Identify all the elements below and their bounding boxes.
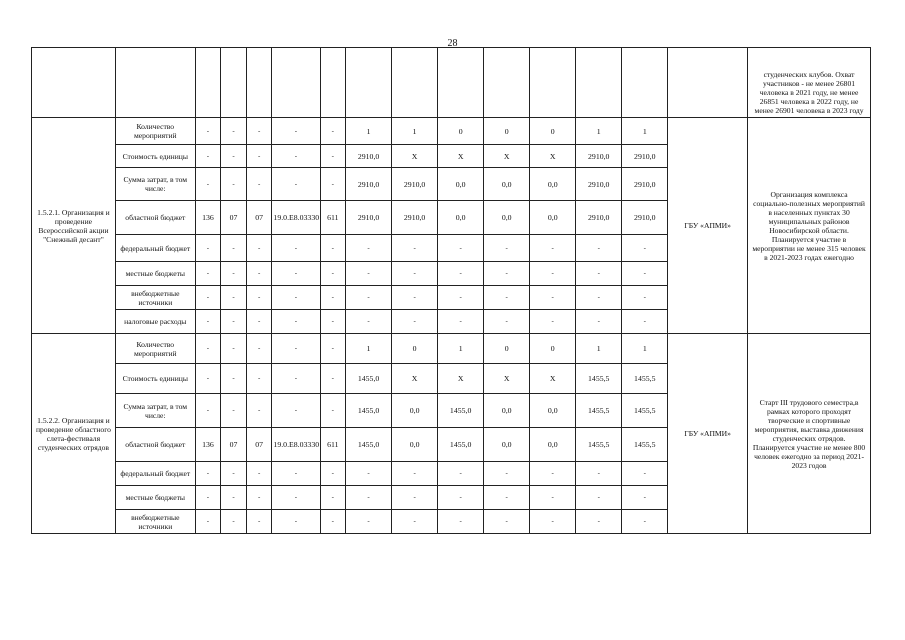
value-cell: - xyxy=(438,286,484,310)
value-cell: - xyxy=(530,310,576,334)
value-cell: 0,0 xyxy=(438,201,484,235)
empty-cell xyxy=(392,48,438,118)
value-cell: X xyxy=(484,145,530,168)
event-name: 1.5.2.2. Организация и проведение областного слета-фестиваля студенческих отрядов xyxy=(32,334,116,534)
value-cell: - xyxy=(576,262,622,286)
value-cell: 0,0 xyxy=(392,394,438,428)
value-cell: X xyxy=(438,364,484,394)
value-cell: - xyxy=(272,118,320,145)
value-cell: - xyxy=(272,486,320,510)
row-label: федеральный бюджет xyxy=(115,462,195,486)
value-cell: - xyxy=(272,334,320,364)
value-cell: - xyxy=(622,510,668,534)
value-cell: - xyxy=(246,168,272,201)
value-cell: - xyxy=(195,334,221,364)
empty-cell xyxy=(668,48,748,118)
value-cell: - xyxy=(272,310,320,334)
value-cell: 07 xyxy=(221,428,247,462)
empty-cell xyxy=(272,48,320,118)
value-cell: - xyxy=(246,118,272,145)
value-cell: 2910,0 xyxy=(346,201,392,235)
value-cell: 1455,5 xyxy=(576,428,622,462)
value-cell: - xyxy=(392,310,438,334)
value-cell: - xyxy=(622,262,668,286)
value-cell: - xyxy=(320,118,346,145)
row-label: Количество мероприятий xyxy=(115,118,195,145)
value-cell: - xyxy=(320,462,346,486)
value-cell: - xyxy=(195,168,221,201)
empty-cell xyxy=(438,48,484,118)
value-cell: 2910,0 xyxy=(622,201,668,235)
value-cell: 611 xyxy=(320,201,346,235)
value-cell: - xyxy=(346,486,392,510)
value-cell: 1455,5 xyxy=(576,394,622,428)
empty-cell xyxy=(32,48,116,118)
table-row xyxy=(32,334,871,364)
value-cell: - xyxy=(195,310,221,334)
value-cell: 1455,0 xyxy=(346,394,392,428)
value-cell: - xyxy=(246,462,272,486)
value-cell: - xyxy=(622,486,668,510)
value-cell: - xyxy=(320,145,346,168)
value-cell: - xyxy=(346,462,392,486)
budget-table xyxy=(31,47,871,534)
value-cell: 1455,5 xyxy=(622,394,668,428)
value-cell: - xyxy=(484,235,530,262)
value-cell: 1455,0 xyxy=(438,394,484,428)
value-cell: - xyxy=(272,235,320,262)
value-cell: 2910,0 xyxy=(576,145,622,168)
value-cell: 1 xyxy=(438,334,484,364)
value-cell: 1 xyxy=(576,334,622,364)
empty-cell xyxy=(346,48,392,118)
value-cell: - xyxy=(622,286,668,310)
value-cell: - xyxy=(221,168,247,201)
value-cell: - xyxy=(320,286,346,310)
value-cell: 0 xyxy=(392,334,438,364)
value-cell: - xyxy=(221,118,247,145)
value-cell: - xyxy=(272,364,320,394)
value-cell: - xyxy=(530,510,576,534)
value-cell: 0,0 xyxy=(484,428,530,462)
empty-cell xyxy=(115,48,195,118)
value-cell: - xyxy=(622,310,668,334)
value-cell: 0,0 xyxy=(530,394,576,428)
value-cell: - xyxy=(346,310,392,334)
value-cell: - xyxy=(221,310,247,334)
value-cell: - xyxy=(484,262,530,286)
value-cell: - xyxy=(320,334,346,364)
row-label: местные бюджеты xyxy=(115,486,195,510)
value-cell: - xyxy=(246,286,272,310)
value-cell: X xyxy=(438,145,484,168)
value-cell: 1 xyxy=(622,118,668,145)
value-cell: - xyxy=(272,168,320,201)
value-cell: X xyxy=(392,364,438,394)
row-label: федеральный бюджет xyxy=(115,235,195,262)
value-cell: - xyxy=(392,486,438,510)
value-cell: 0,0 xyxy=(530,168,576,201)
value-cell: 136 xyxy=(195,428,221,462)
value-cell: - xyxy=(221,364,247,394)
value-cell: - xyxy=(392,235,438,262)
value-cell: 2910,0 xyxy=(392,201,438,235)
row-label: Сумма затрат, в том числе: xyxy=(115,168,195,201)
value-cell: - xyxy=(576,235,622,262)
value-cell: - xyxy=(320,310,346,334)
value-cell: X xyxy=(530,364,576,394)
value-cell: - xyxy=(576,310,622,334)
value-cell: 1455,0 xyxy=(346,428,392,462)
value-cell: - xyxy=(272,510,320,534)
value-cell: - xyxy=(246,486,272,510)
row-label: внебюджетные источники xyxy=(115,286,195,310)
row-label: областной бюджет xyxy=(115,201,195,235)
value-cell: - xyxy=(530,262,576,286)
row-label: Количество мероприятий xyxy=(115,334,195,364)
value-cell: 0 xyxy=(484,334,530,364)
value-cell: - xyxy=(221,394,247,428)
value-cell: - xyxy=(320,262,346,286)
executor: ГБУ «АПМИ» xyxy=(668,118,748,334)
value-cell: - xyxy=(484,286,530,310)
row-label: налоговые расходы xyxy=(115,310,195,334)
value-cell: - xyxy=(484,462,530,486)
value-cell: 19.0.E8.03330 xyxy=(272,428,320,462)
page-number: 28 xyxy=(447,38,458,49)
value-cell: 1 xyxy=(576,118,622,145)
value-cell: 1 xyxy=(346,118,392,145)
value-cell: - xyxy=(392,262,438,286)
value-cell: X xyxy=(484,364,530,394)
value-cell: 2910,0 xyxy=(346,145,392,168)
value-cell: 2910,0 xyxy=(346,168,392,201)
empty-cell xyxy=(530,48,576,118)
empty-cell xyxy=(320,48,346,118)
value-cell: 2910,0 xyxy=(392,168,438,201)
value-cell: - xyxy=(484,486,530,510)
value-cell: - xyxy=(272,462,320,486)
value-cell: - xyxy=(246,334,272,364)
value-cell: - xyxy=(392,462,438,486)
value-cell: 07 xyxy=(246,428,272,462)
value-cell: - xyxy=(246,262,272,286)
value-cell: - xyxy=(195,394,221,428)
empty-cell xyxy=(576,48,622,118)
value-cell: 1455,5 xyxy=(622,364,668,394)
value-cell: - xyxy=(221,145,247,168)
value-cell: 1455,0 xyxy=(346,364,392,394)
value-cell: - xyxy=(246,145,272,168)
value-cell: - xyxy=(246,510,272,534)
value-cell: 1455,5 xyxy=(576,364,622,394)
table-row xyxy=(32,118,871,145)
continuation-row xyxy=(32,48,871,118)
event-name: 1.5.2.1. Организация и проведение Всероссийской акции "Снежный десант" xyxy=(32,118,116,334)
value-cell: - xyxy=(246,394,272,428)
value-cell: 1 xyxy=(392,118,438,145)
value-cell: X xyxy=(392,145,438,168)
value-cell: 0,0 xyxy=(392,428,438,462)
value-cell: - xyxy=(484,510,530,534)
top-description: студенческих клубов. Охват участников - не менее 26801 человека в 2021 году, не менее 26851 человека в 2022 году, не менее 26901 человека в 2023 году xyxy=(748,48,871,118)
value-cell: - xyxy=(272,394,320,428)
value-cell: 0,0 xyxy=(484,201,530,235)
value-cell: - xyxy=(346,510,392,534)
expected-result: Организация комплекса социально-полезных мероприятий в населенных пунктах 30 муниципальных районов Новосибирской области. Планируется участие в мероприятии не менее 315 человек в 2021-2023 годах ежегодно xyxy=(748,118,871,334)
value-cell: - xyxy=(576,286,622,310)
value-cell: - xyxy=(195,145,221,168)
value-cell: - xyxy=(438,462,484,486)
row-label: внебюджетные источники xyxy=(115,510,195,534)
value-cell: - xyxy=(246,364,272,394)
value-cell: 1 xyxy=(622,334,668,364)
value-cell: 2910,0 xyxy=(576,201,622,235)
value-cell: 2910,0 xyxy=(622,168,668,201)
value-cell: 2910,0 xyxy=(622,145,668,168)
value-cell: - xyxy=(438,510,484,534)
value-cell: - xyxy=(221,235,247,262)
value-cell: 0 xyxy=(438,118,484,145)
value-cell: - xyxy=(221,462,247,486)
row-label: Стоимость единицы xyxy=(115,145,195,168)
value-cell: - xyxy=(576,510,622,534)
value-cell: 136 xyxy=(195,201,221,235)
value-cell: - xyxy=(246,235,272,262)
value-cell: 07 xyxy=(246,201,272,235)
value-cell: - xyxy=(272,262,320,286)
value-cell: 2910,0 xyxy=(576,168,622,201)
value-cell: 0,0 xyxy=(484,168,530,201)
value-cell: - xyxy=(320,364,346,394)
value-cell: 0,0 xyxy=(484,394,530,428)
value-cell: 07 xyxy=(221,201,247,235)
value-cell: X xyxy=(530,145,576,168)
row-label: областной бюджет xyxy=(115,428,195,462)
executor: ГБУ «АПМИ» xyxy=(668,334,748,534)
value-cell: - xyxy=(576,462,622,486)
empty-cell xyxy=(622,48,668,118)
value-cell: 0,0 xyxy=(530,201,576,235)
value-cell: - xyxy=(272,286,320,310)
row-label: местные бюджеты xyxy=(115,262,195,286)
value-cell: 1 xyxy=(346,334,392,364)
value-cell: - xyxy=(221,334,247,364)
value-cell: - xyxy=(221,262,247,286)
value-cell: - xyxy=(320,510,346,534)
value-cell: - xyxy=(346,286,392,310)
value-cell: - xyxy=(195,486,221,510)
value-cell: 0 xyxy=(484,118,530,145)
value-cell: - xyxy=(195,262,221,286)
value-cell: - xyxy=(195,510,221,534)
value-cell: - xyxy=(438,486,484,510)
value-cell: - xyxy=(346,262,392,286)
value-cell: - xyxy=(195,286,221,310)
value-cell: 19.0.E8.03330 xyxy=(272,201,320,235)
value-cell: - xyxy=(622,462,668,486)
value-cell: - xyxy=(320,235,346,262)
value-cell: - xyxy=(530,462,576,486)
value-cell: - xyxy=(195,364,221,394)
value-cell: - xyxy=(320,394,346,428)
row-label: Сумма затрат, в том числе: xyxy=(115,394,195,428)
value-cell: - xyxy=(530,235,576,262)
value-cell: - xyxy=(438,235,484,262)
value-cell: - xyxy=(221,286,247,310)
value-cell: - xyxy=(576,486,622,510)
value-cell: - xyxy=(484,310,530,334)
empty-cell xyxy=(484,48,530,118)
value-cell: 0 xyxy=(530,334,576,364)
value-cell: - xyxy=(320,168,346,201)
value-cell: - xyxy=(438,310,484,334)
value-cell: 0 xyxy=(530,118,576,145)
value-cell: 1455,5 xyxy=(622,428,668,462)
value-cell: - xyxy=(246,310,272,334)
value-cell: - xyxy=(195,462,221,486)
value-cell: 611 xyxy=(320,428,346,462)
value-cell: - xyxy=(392,510,438,534)
value-cell: - xyxy=(346,235,392,262)
empty-cell xyxy=(246,48,272,118)
value-cell: - xyxy=(530,286,576,310)
value-cell: - xyxy=(221,486,247,510)
empty-cell xyxy=(221,48,247,118)
value-cell: - xyxy=(438,262,484,286)
value-cell: - xyxy=(320,486,346,510)
value-cell: - xyxy=(195,118,221,145)
value-cell: 0,0 xyxy=(530,428,576,462)
value-cell: 0,0 xyxy=(438,168,484,201)
value-cell: - xyxy=(392,286,438,310)
empty-cell xyxy=(195,48,221,118)
value-cell: - xyxy=(221,510,247,534)
row-label: Стоимость единицы xyxy=(115,364,195,394)
value-cell: - xyxy=(622,235,668,262)
expected-result: Старт III трудового семестра,в рамках которого проходят творческие и спортивные мероприятия, выставка движения студенческих отрядов. Планируется участие не менее 800 человек ежегодно за период 2021-2023 годов xyxy=(748,334,871,534)
value-cell: 1455,0 xyxy=(438,428,484,462)
value-cell: - xyxy=(195,235,221,262)
value-cell: - xyxy=(272,145,320,168)
value-cell: - xyxy=(530,486,576,510)
